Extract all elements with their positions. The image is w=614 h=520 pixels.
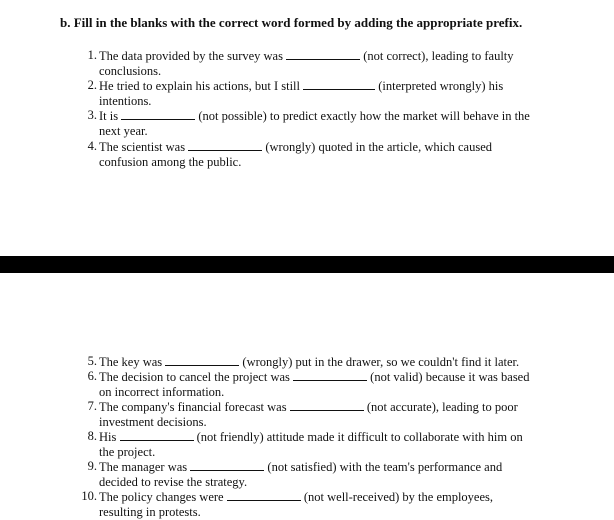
- item-text: It is (not possible) to predict exactly how the market will behave in the next year.: [99, 109, 530, 138]
- item-number: 10.: [81, 489, 97, 503]
- item-text: The decision to cancel the project was (not valid) because it was based on incorrect information.: [99, 370, 530, 399]
- item-text: The manager was (not satisfied) with the team's performance and decided to revise the strategy.: [99, 460, 503, 489]
- item-number: 8.: [87, 429, 97, 443]
- list-item: [77, 78, 557, 109]
- list-item: [77, 354, 557, 370]
- answer-blank[interactable]: [190, 459, 264, 471]
- item-number: 1.: [87, 48, 97, 62]
- item-text: He tried to explain his actions, but I still (interpreted wrongly) his intentions.: [99, 79, 504, 108]
- answer-blank[interactable]: [165, 354, 239, 366]
- item-text: The scientist was (wrongly) quoted in the article, which caused confusion among the public.: [99, 140, 493, 169]
- item-text: The data provided by the survey was (not correct), leading to faulty conclusions.: [99, 49, 514, 78]
- list-item: [77, 429, 557, 460]
- item-number: 5.: [87, 354, 97, 368]
- item-number: 2.: [87, 78, 97, 92]
- exercise-heading: b. Fill in the blanks with the correct word formed by adding the appropriate prefix.: [60, 15, 523, 30]
- list-item: [77, 489, 557, 520]
- answer-blank[interactable]: [120, 429, 194, 441]
- item-text: The company's financial forecast was (not accurate), leading to poor investment decisions.: [99, 400, 518, 429]
- item-number: 7.: [87, 399, 97, 413]
- page-divider-bar: [0, 256, 614, 273]
- answer-blank[interactable]: [293, 369, 367, 381]
- answer-blank[interactable]: [227, 489, 301, 501]
- answer-blank[interactable]: [188, 139, 262, 151]
- list-item: [77, 369, 557, 400]
- item-number: 9.: [87, 459, 97, 473]
- answer-blank[interactable]: [290, 399, 364, 411]
- answer-blank[interactable]: [121, 108, 195, 120]
- list-item: [77, 108, 557, 139]
- answer-blank[interactable]: [303, 78, 375, 90]
- item-number: 3.: [87, 108, 97, 122]
- item-number: 4.: [87, 139, 97, 153]
- answer-blank[interactable]: [286, 48, 360, 60]
- item-text: His (not friendly) attitude made it difficult to collaborate with him on the project.: [99, 430, 523, 459]
- list-item: [77, 48, 557, 79]
- item-text: The key was (wrongly) put in the drawer, so we couldn't find it later.: [99, 355, 520, 369]
- item-text: The policy changes were (not well-received) by the employees, resulting in protests.: [99, 490, 494, 519]
- item-number: 6.: [87, 369, 97, 383]
- list-item: [77, 399, 557, 430]
- list-item: [77, 139, 557, 170]
- list-item: [77, 459, 557, 490]
